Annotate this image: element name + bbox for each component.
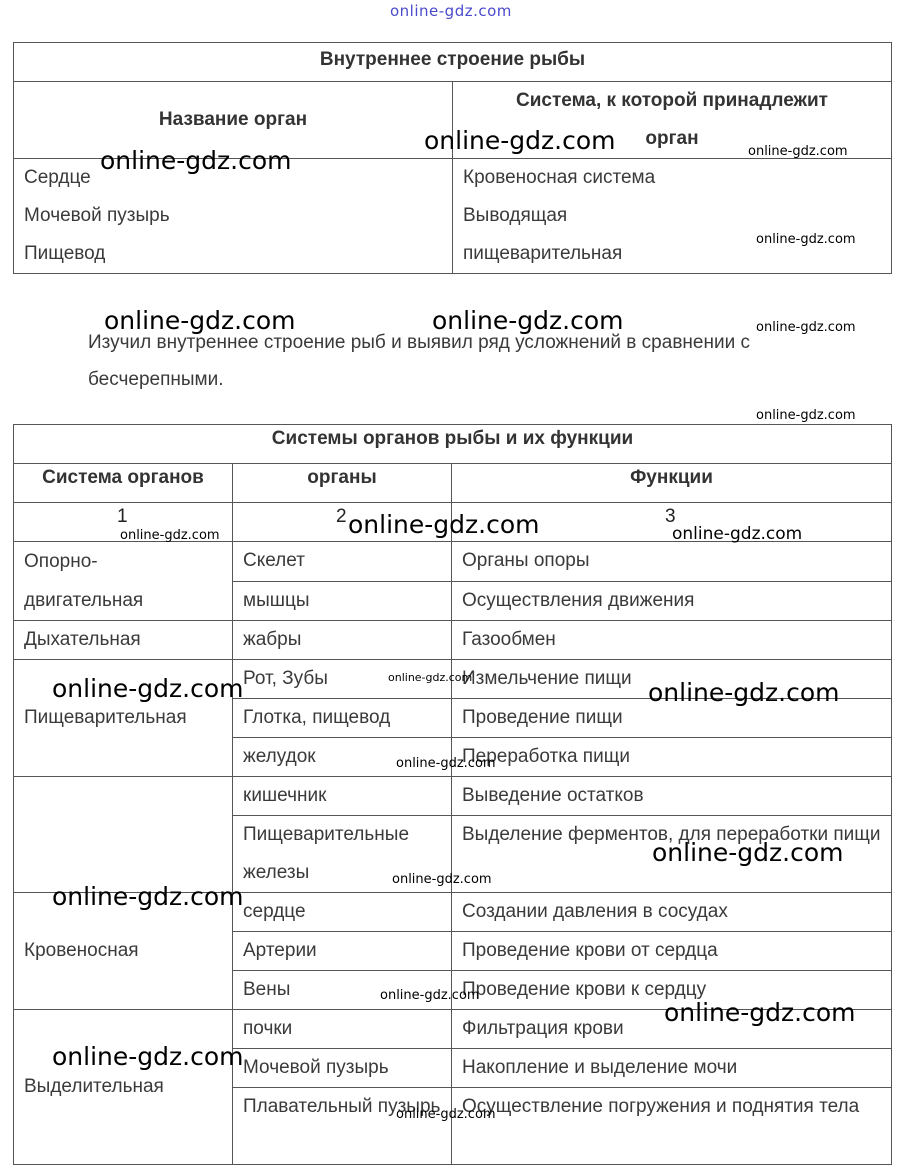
watermark: online-gdz.com: [104, 306, 296, 335]
watermark: online-gdz.com: [748, 144, 848, 159]
watermark: online-gdz.com: [648, 678, 840, 707]
function-cell: Выведение остатков: [452, 777, 892, 816]
top-watermark: online-gdz.com: [390, 2, 512, 20]
watermark: online-gdz.com: [100, 146, 292, 175]
col2-header-line2: орган: [645, 128, 699, 149]
organ-cell: Артерии: [233, 932, 452, 971]
function-cell: Проведение крови от сердца: [452, 932, 892, 971]
col2-header-line1: Система, к которой принадлежит: [516, 90, 828, 111]
column-number: 3: [665, 506, 676, 527]
watermark: online-gdz.com: [52, 674, 244, 703]
function-cell: Органы опоры: [452, 542, 892, 582]
system-cell: Выделительная: [14, 1010, 233, 1165]
function-cell: Газообмен: [452, 621, 892, 660]
conclusion-paragraph: Изучил внутреннее строение рыб и выявил ряд усложнений в сравнении с бесчерепными.: [88, 332, 750, 390]
watermark: online-gdz.com: [52, 882, 244, 911]
organ-cell: Рот, Зубы: [233, 660, 452, 699]
system-item: Кровеносная система: [463, 167, 656, 188]
function-cell: Осуществления движения: [452, 581, 892, 621]
organ-item: Пищевод: [24, 243, 106, 264]
table1-organs-cell: [14, 159, 453, 274]
table1-col1-header: Название орган: [14, 82, 453, 159]
watermark: online-gdz.com: [392, 872, 492, 887]
watermark: online-gdz.com: [380, 988, 480, 1003]
organ-cell: жабры: [233, 621, 452, 660]
table2-header-functions: Функции: [452, 464, 892, 503]
watermark: online-gdz.com: [672, 524, 803, 544]
table1-title: Внутреннее строение рыбы: [14, 43, 892, 82]
system-cell: Дыхательная: [14, 621, 233, 660]
watermark: online-gdz.com: [432, 306, 624, 335]
organ-item: Сердце: [24, 167, 91, 188]
organ-cell: сердце: [233, 893, 452, 932]
function-cell: Проведение крови к сердцу: [452, 971, 892, 1010]
organ-cell: кишечник: [233, 777, 452, 816]
table2-title: Системы органов рыбы и их функции: [14, 425, 892, 464]
system-cell: [14, 542, 233, 621]
organ-cell: Скелет: [233, 542, 452, 582]
function-cell: Выделение ферментов, для переработки пищи: [452, 816, 892, 893]
watermark: online-gdz.com: [388, 671, 473, 684]
watermark: online-gdz.com: [756, 408, 856, 423]
organ-cell: мышцы: [233, 581, 452, 621]
column-number: 2: [336, 506, 347, 527]
system-item: пищеварительная: [463, 243, 623, 264]
system-cell: Пищеварительная: [14, 660, 233, 777]
column-number: 1: [117, 506, 128, 527]
watermark: online-gdz.com: [396, 1107, 496, 1122]
watermark: online-gdz.com: [756, 232, 856, 247]
organ-cell: почки: [233, 1010, 452, 1049]
function-cell: Проведение пищи: [452, 699, 892, 738]
system-name: Опорно-двигательная: [24, 551, 144, 611]
organ-cell: Пищеварительные железы: [233, 816, 452, 893]
system-cell-empty: [14, 777, 233, 893]
function-cell: Осуществление погружения и поднятия тела: [452, 1088, 892, 1165]
watermark: online-gdz.com: [348, 510, 540, 539]
organ-cell: Глотка, пищевод: [233, 699, 452, 738]
organ-cell: Плавательный пузырь: [233, 1088, 452, 1165]
function-cell: Переработка пищи: [452, 738, 892, 777]
organ-cell: желудок: [233, 738, 452, 777]
watermark: online-gdz.com: [652, 838, 844, 867]
watermark: online-gdz.com: [52, 1042, 244, 1071]
function-cell: Накопление и выделение мочи: [452, 1049, 892, 1088]
watermark: online-gdz.com: [756, 320, 856, 335]
organ-cell: Мочевой пузырь: [233, 1049, 452, 1088]
watermark: online-gdz.com: [396, 756, 496, 771]
system-item: Выводящая: [463, 205, 568, 226]
system-cell: Кровеносная: [14, 893, 233, 1010]
function-cell: Создании давления в сосудах: [452, 893, 892, 932]
watermark: online-gdz.com: [424, 126, 616, 155]
function-cell: Измельчение пищи: [452, 660, 892, 699]
watermark: online-gdz.com: [664, 998, 856, 1027]
watermark: online-gdz.com: [120, 528, 220, 543]
organ-item: Мочевой пузырь: [24, 205, 170, 226]
organ-cell: Вены: [233, 971, 452, 1010]
function-cell: Фильтрация крови: [452, 1010, 892, 1049]
table1-systems-cell: [453, 159, 892, 274]
table2-header-system: Система органов: [14, 464, 233, 503]
table2-header-organs: органы: [233, 464, 452, 503]
